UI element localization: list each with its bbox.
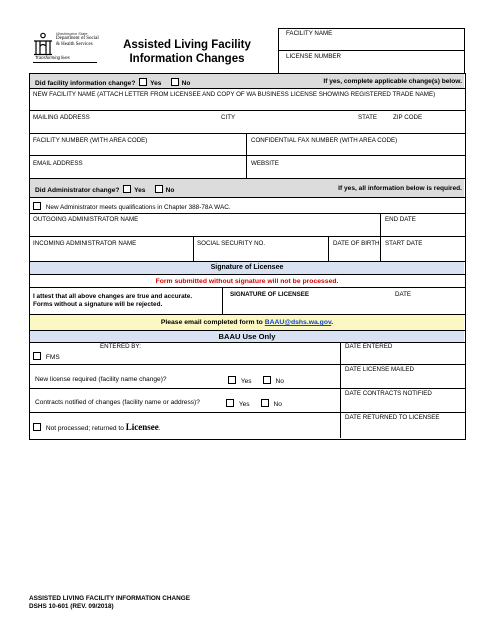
state-field[interactable]: STATE	[358, 114, 378, 121]
not-processed-option: Not processed; returned to Licensee.	[33, 422, 161, 433]
baau-heading: BAAU Use Only	[218, 332, 276, 341]
fms-checkbox[interactable]	[33, 352, 41, 360]
logo-dept-line2: & Health Services	[56, 42, 93, 47]
facility-name-field[interactable]: FACILITY NAME	[286, 30, 333, 37]
signature-of-licensee-field[interactable]: SIGNATURE OF LICENSEE	[230, 291, 309, 298]
facility-change-instruction: If yes, complete applicable change(s) below.	[323, 78, 462, 85]
dshs-logo-icon	[32, 32, 54, 56]
date-contracts-notified-field[interactable]: DATE CONTRACTS NOTIFIED	[345, 390, 432, 397]
email-address-field[interactable]: EMAIL ADDRESS	[33, 160, 83, 167]
footer-form-name: ASSISTED LIVING FACILITY INFORMATION CHANGE	[29, 595, 190, 602]
start-date-field[interactable]: START DATE	[385, 240, 423, 247]
facility-number-field[interactable]: FACILITY NUMBER (WITH AREA CODE)	[33, 137, 148, 144]
signature-heading: Signature of Licensee	[210, 264, 284, 271]
fax-number-field[interactable]: CONFIDENTIAL FAX NUMBER (WITH AREA CODE)	[251, 137, 398, 144]
attest-statement: I attest that all above changes are true and accurate. Forms without a signature will be rejected.	[33, 293, 193, 308]
new-license-yes-checkbox[interactable]	[228, 376, 236, 384]
new-license-question: New license required (facility name change)?	[35, 376, 167, 383]
form-title-line2: Information Changes	[129, 53, 245, 65]
outgoing-admin-field[interactable]: OUTGOING ADMINISTRATOR NAME	[33, 216, 139, 223]
dshs-logo	[32, 30, 100, 64]
signature-date-field[interactable]: DATE	[395, 291, 412, 298]
logo-tagline: Transforming lives	[35, 55, 70, 60]
date-license-mailed-field[interactable]: DATE LICENSE MAILED	[345, 366, 414, 373]
baau-email-link[interactable]: BAAU@dshs.wa.gov	[264, 319, 332, 326]
end-date-field[interactable]: END DATE	[385, 216, 416, 223]
not-processed-checkbox[interactable]	[33, 423, 41, 431]
admin-change-no-checkbox[interactable]	[155, 185, 163, 193]
date-of-birth-field[interactable]: DATE OF BIRTH	[333, 240, 380, 247]
facility-change-no-checkbox[interactable]	[171, 78, 179, 86]
logo-underline	[33, 62, 97, 63]
contracts-yes-checkbox[interactable]	[226, 399, 234, 407]
contracts-no-checkbox[interactable]	[261, 399, 269, 407]
date-entered-field[interactable]: DATE ENTERED	[345, 343, 393, 350]
footer-form-number: DSHS 10-601 (REV. 09/2018)	[29, 603, 114, 610]
admin-qualifications-checkbox[interactable]	[33, 202, 41, 210]
admin-change-question: Did Administrator change? Yes No	[35, 187, 175, 194]
facility-change-yes-checkbox[interactable]	[139, 78, 147, 86]
signature-warning: Form submitted without signature will not be processed.	[155, 278, 339, 285]
form-title	[112, 38, 262, 66]
entered-by-field[interactable]: ENTERED BY:	[100, 343, 141, 350]
incoming-admin-field[interactable]: INCOMING ADMINISTRATOR NAME	[33, 240, 137, 247]
website-field[interactable]: WEBSITE	[251, 160, 279, 167]
logo-state: Washington State	[56, 31, 88, 36]
admin-change-instruction: If yes, all information below is required.	[338, 185, 462, 192]
ssn-field[interactable]: SOCIAL SECURITY NO.	[197, 240, 266, 247]
contracts-question: Contracts notified of changes (facility name or address)?	[35, 399, 200, 406]
license-number-field[interactable]: LICENSE NUMBER	[286, 53, 342, 60]
email-instruction: Please email completed form to BAAU@dshs.wa.gov.	[160, 319, 334, 326]
new-license-options: Yes No	[228, 376, 284, 386]
new-facility-name-field[interactable]: NEW FACILITY NAME (ATTACH LETTER FROM LICENSEE AND COPY OF WA BUSINESS LICENSE SHOWING REGISTERED TRADE NAME)	[33, 91, 436, 98]
form-footer	[29, 595, 190, 611]
date-returned-field[interactable]: DATE RETURNED TO LICENSEE	[345, 414, 440, 421]
form-title-line1: Assisted Living Facility	[123, 39, 251, 51]
admin-qualifications: New Administrator meets qualifications in Chapter 388-78A WAC.	[33, 202, 231, 211]
city-field[interactable]: CITY	[221, 114, 236, 121]
fms-option: FMS	[33, 352, 60, 362]
new-license-no-checkbox[interactable]	[263, 376, 271, 384]
logo-dept-line1: Department of Social	[56, 36, 99, 41]
facility-change-question: Did facility information change? Yes No	[35, 80, 191, 87]
mailing-address-field[interactable]: MAILING ADDRESS	[33, 114, 90, 121]
zip-code-field[interactable]: ZIP CODE	[393, 114, 423, 121]
contracts-options: Yes No	[226, 399, 282, 409]
admin-change-yes-checkbox[interactable]	[123, 185, 131, 193]
